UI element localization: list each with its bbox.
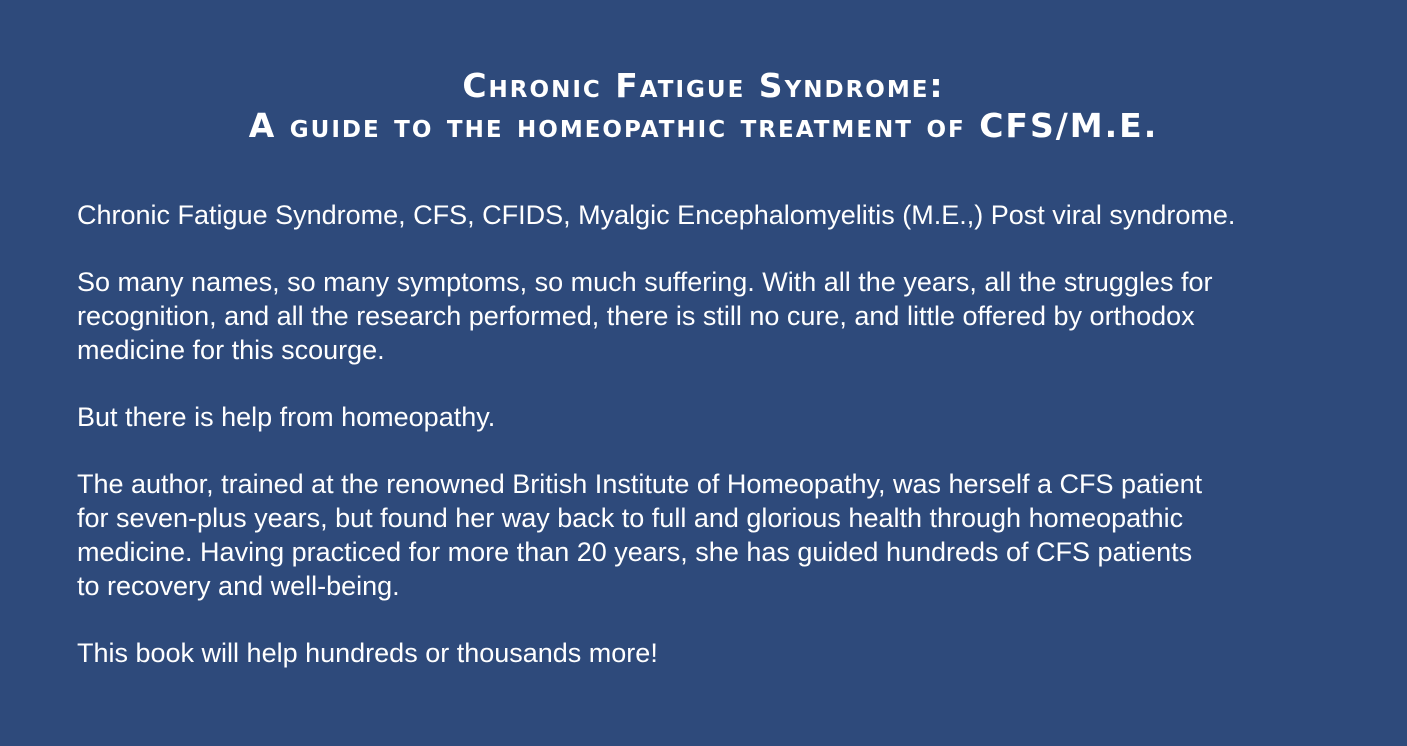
page-title [0, 66, 1407, 146]
paragraph-line: Chronic Fatigue Syndrome, CFS, CFIDS, Myalgic Encephalomyelitis (M.E.,) Post viral syndrome. [77, 200, 1236, 230]
paragraph-suffering [77, 265, 1367, 367]
description-body [77, 198, 1367, 703]
paragraph-line: But there is help from homeopathy. [77, 402, 496, 432]
paragraph-line: medicine for this scourge. [77, 335, 385, 365]
paragraph-closing [77, 636, 1367, 670]
paragraph-line: recognition, and all the research performed, there is still no cure, and little offered by orthodox [77, 301, 1195, 331]
paragraph-line: medicine. Having practiced for more than 20 years, she has guided hundreds of CFS patients [77, 537, 1193, 567]
paragraph-author [77, 467, 1367, 603]
paragraph-line: This book will help hundreds or thousands more! [77, 638, 658, 668]
title-line-2: A guide to the homeopathic treatment of CFS/M.E. [248, 106, 1159, 145]
paragraph-line: for seven-plus years, but found her way back to full and glorious health through homeopathic [77, 503, 1184, 533]
paragraph-line: to recovery and well-being. [77, 571, 400, 601]
paragraph-line: So many names, so many symptoms, so much suffering. With all the years, all the struggles for [77, 267, 1213, 297]
paragraph-line: The author, trained at the renowned British Institute of Homeopathy, was herself a CFS patient [77, 469, 1203, 499]
paragraph-names [77, 198, 1367, 232]
title-line-1: Chronic Fatigue Syndrome: [462, 66, 945, 105]
paragraph-help [77, 400, 1367, 434]
